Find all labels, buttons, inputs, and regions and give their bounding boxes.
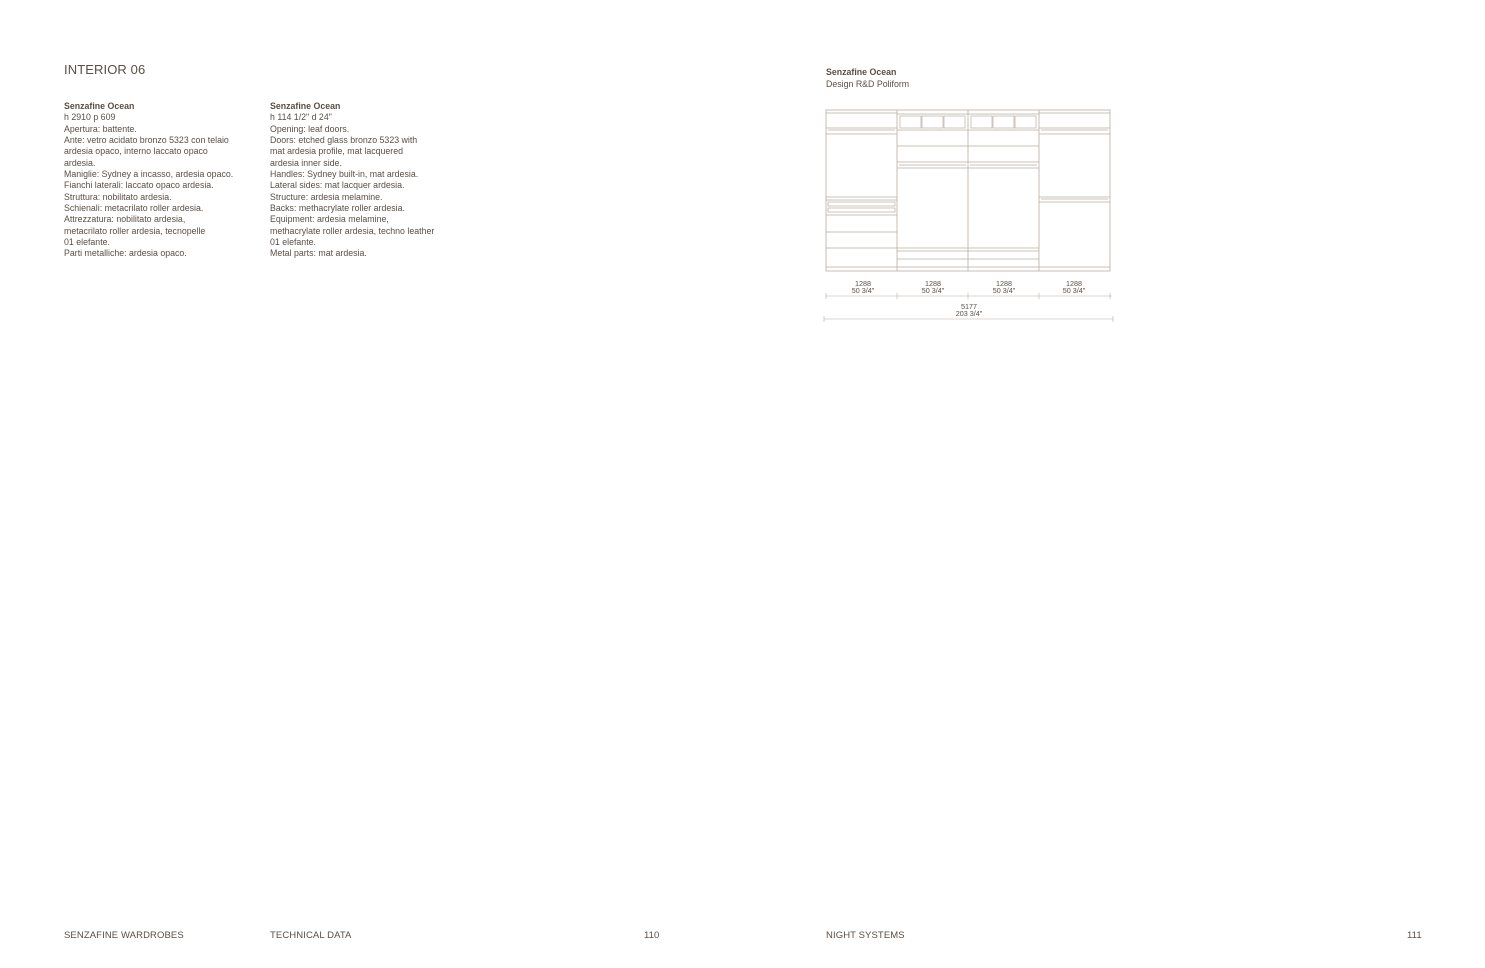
english-spec-line: ardesia inner side. — [270, 157, 342, 168]
english-spec-line: Structure: ardesia melamine. — [270, 191, 383, 202]
module-4-mm: 1288 — [1066, 279, 1082, 288]
module-4-inch: 50 3/4" — [1062, 286, 1086, 295]
italian-spec-line: Maniglie: Sydney a incasso, ardesia opaco. — [64, 169, 234, 180]
english-spec-line: Opening: leaf doors. — [270, 123, 350, 134]
english-spec-line: h 114 1/2" d 24" — [270, 112, 332, 123]
italian-spec-line: h 2910 p 609 — [64, 112, 116, 123]
italian-spec-line: Fianchi laterali: laccato opaco ardesia. — [64, 180, 214, 191]
module-2-mm: 1288 — [925, 279, 941, 288]
module-1-inch: 50 3/4" — [851, 286, 875, 295]
module-3-inch: 50 3/4" — [992, 286, 1016, 295]
italian-spec-line: Apertura: battente. — [64, 123, 137, 134]
italian-spec-line: ardesia opaco, interno laccato opaco — [64, 146, 208, 157]
english-spec-line: Doors: etched glass bronzo 5323 with — [270, 135, 418, 146]
italian-spec-line: Parti metalliche: ardesia opaco. — [64, 248, 187, 259]
footer-category: NIGHT SYSTEMS — [826, 930, 905, 941]
english-spec-line: Handles: Sydney built-in, mat ardesia. — [270, 169, 419, 180]
module-1-mm: 1288 — [855, 279, 871, 288]
total-width-mm: 5177 — [961, 302, 977, 311]
module-2-interior — [897, 114, 968, 259]
module-2-inch: 50 3/4" — [921, 286, 945, 295]
wardrobe-elevation-drawing — [820, 104, 1120, 324]
english-spec-line: Backs: methacrylate roller ardesia. — [270, 203, 405, 214]
module-4-interior — [1039, 128, 1110, 202]
italian-product-name: Senzafine Ocean — [64, 101, 135, 111]
total-width-inch: 203 3/4" — [955, 309, 983, 318]
english-spec-column — [270, 101, 450, 260]
english-spec-line: Equipment: ardesia melamine, — [270, 214, 389, 225]
drawing-designer: Design R&D Poliform — [826, 78, 910, 89]
footer-section: TECHNICAL DATA — [270, 930, 352, 941]
module-3-mm: 1288 — [996, 279, 1012, 288]
footer-collection: SENZAFINE WARDROBES — [64, 930, 184, 941]
italian-spec-line: Ante: vetro acidato bronzo 5323 con telaio — [64, 135, 229, 146]
italian-spec-column — [64, 101, 264, 260]
english-spec-line: methacrylate roller ardesia, techno leather — [270, 225, 435, 236]
english-spec-line: 01 elefante. — [270, 237, 316, 248]
page-number-right: 111 — [1407, 930, 1422, 941]
module-1-interior — [826, 128, 897, 248]
page-number-left: 110 — [644, 930, 660, 941]
english-spec-line: mat ardesia profile, mat lacquered — [270, 146, 403, 157]
drawing-header — [826, 67, 909, 90]
english-spec-line: Metal parts: mat ardesia. — [270, 248, 367, 259]
english-product-name: Senzafine Ocean — [270, 101, 341, 111]
italian-spec-line: Attrezzatura: nobilitato ardesia, — [64, 214, 186, 225]
section-title: INTERIOR 06 — [64, 62, 146, 77]
italian-spec-line: 01 elefante. — [64, 237, 110, 248]
italian-spec-line: metacrilato roller ardesia, tecnopelle — [64, 225, 206, 236]
italian-spec-line: ardesia. — [64, 157, 96, 168]
drawing-product-name: Senzafine Ocean — [826, 67, 897, 77]
module-3-interior — [968, 114, 1039, 259]
english-spec-line: Lateral sides: mat lacquer ardesia. — [270, 180, 405, 191]
italian-spec-line: Schienali: metacrilato roller ardesia. — [64, 203, 204, 214]
italian-spec-line: Struttura: nobilitato ardesia. — [64, 191, 172, 202]
